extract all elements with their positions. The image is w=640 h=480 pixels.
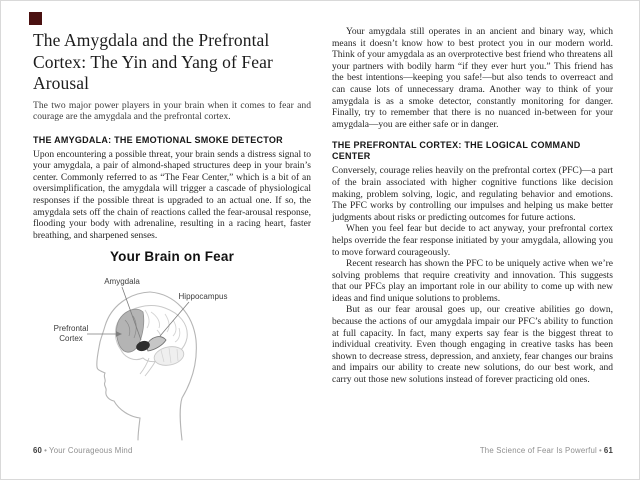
left-body [33,150,311,243]
hippocampus-label: Hippocampus [178,292,228,301]
hippocampus-leader-line [160,302,189,336]
chapter-title [33,30,311,95]
prefrontal-label-line2: Cortex [59,334,83,343]
brain-diagram [33,268,311,444]
section-heading-prefrontal-line2: CENTER [332,151,371,162]
prefrontal-label-line1: Prefrontal [53,324,89,333]
right-paragraph-3: When you feel fear but decide to act anyway, your prefrontal cortex helps override the fear response initiated by your amygdala, allowing you to move forward courageously. [332,224,613,258]
right-footer [332,446,613,455]
right-body [332,27,613,387]
chapter-title-line-1: The Amygdala and the Prefrontal [33,30,270,50]
figure-title: Your Brain on Fear [109,249,235,264]
chapter-title-line-3: Arousal [33,73,90,93]
head-outline-back [150,292,196,440]
right-paragraph-1: Your amygdala still operates in an ancient and binary way, which means it doesn’t know how to best protect you in our modern world. Think of your amygdala as an overprotective best friend who threatens all your partners with bodily harm “if they ever hurt you.” This friend has the best intentions—keeping you safe!—but also tends to overreact and can cause lots of unnecessary drama. Another way to think of your amygdala is as a smoke detector, constantly monitoring for danger. Finally, try to remember that there is no nuanced in-between for your amygdala—you are either safe or in danger. [332,27,613,130]
right-paragraph-2: Conversely, courage relies heavily on the prefrontal cortex (PFC)—a part of the brain associated with higher cognitive functions like decision making, problem solving, logic, and regulating behavior and emotions. The PFC works by controlling our impulses and helping us make better judgments about risks or predicting outcomes for future actions. [332,166,613,223]
left-footer [33,446,311,455]
left-page-number: 60 [33,446,43,455]
section-heading-prefrontal-line1: THE PREFRONTAL CORTEX: THE LOGICAL COMMAND [332,140,581,151]
amygdala-label: Amygdala [104,277,140,286]
right-footer-separator: • [598,446,602,455]
section-heading-prefrontal [332,140,613,162]
left-paragraph: Upon encountering a possible threat, your brain sends a distress signal to your amygdala, a pair of almond-shaped structures deep in your brain’s center. Commonly referred to as “The Fear Center,” which is a bit of an oversimplification, the amygdala will trigger a cascade of physiological responses if the possible threat is upgraded to an actual one. If so, the amygdala sets off the chain of reactions called the fear-arousal response, flooding your body with adrenaline, resulting in a racing heart, faster breathing, and sharpened senses. [33,149,311,241]
right-page-number: 61 [603,446,613,455]
right-paragraph-4: Recent research has shown the PFC to be uniquely active when we’re solving problems that require creativity and innovation. This suggests that our PFCs play an important role in our ability to come up with new ideas and find unique solutions to problems. [332,259,613,304]
figure-brain-on-fear [33,249,311,449]
chapter-title-line-2: Cortex: The Yin and Yang of Fear [33,51,273,72]
chapter-deck: The two major power players in your brain when it comes to fear and courage are the amygdala and the prefrontal cortex. [33,99,311,123]
section-heading-amygdala: THE AMYGDALA: THE EMOTIONAL SMOKE DETECTOR [33,134,283,145]
left-footer-separator: • [44,446,48,455]
left-page [33,0,311,480]
left-footer-book-title: Your Courageous Mind [49,446,133,455]
right-footer-chapter-title: The Science of Fear Is Powerful [479,446,597,455]
right-page [332,0,613,480]
right-paragraph-5: But as our fear arousal goes up, our creative abilities go down, because the actions of our amygdala impair our PFC’s ability to function at full capacity. In fact, many experts say fear is the biggest threat to individual creativity. Even though engaging in creative tasks has been shown to decrease stress, depression, and anxiety, fear changes our brains and impairs our ability to create new solutions, do our best work, and carry out those new solutions instead of forever practicing old ones. [332,305,613,386]
